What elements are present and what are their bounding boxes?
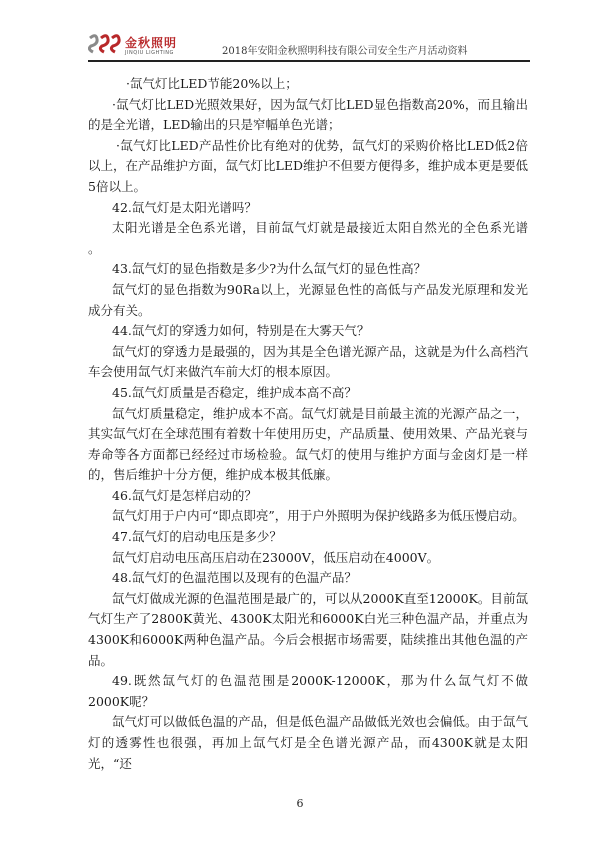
logo-text: 金秋照明 xyxy=(125,36,178,50)
logo-mark-icon xyxy=(88,34,122,54)
company-logo xyxy=(88,32,208,58)
bullet-item: ·氙气灯比LED产品性价比有绝对的优势，氙气灯的采购价格比LED低2倍以上，在产品维护方面，氙气灯比LED维护不但要方便得多，维护成本更是要低5倍以上。 xyxy=(88,137,528,194)
question-heading: 42.氙气灯是太阳光谱吗？ xyxy=(112,199,257,215)
answer-paragraph: 氙气灯可以做低色温的产品，但是低色温产品做低光效也会偏低。由于氙气灯的透雾性也很强，再加上氙气灯是全色谱光源产品，而4300K就是太阳光，“还 xyxy=(88,714,528,771)
header-divider xyxy=(88,60,530,62)
question-heading: 46.氙气灯是怎样启动的？ xyxy=(112,487,257,503)
answer-paragraph: 氙气灯用于户内可“即点即亮”，用于户外照明为保护线路多为低压慢启动。 xyxy=(112,508,525,524)
answer-paragraph: 氙气灯的显色指数为90Ra以上，光源显色性的高低与产品发光原理和发光成分有关。 xyxy=(88,281,528,318)
answer-paragraph: 氙气灯启动电压高压启动在23000V，低压启动在4000V。 xyxy=(112,549,440,565)
answer-paragraph: 氙气灯的穿透力是最强的，因为其是全色谱光源产品，这就是为什么高档汽车会使用氙气灯来做汽车前大灯的根本原因。 xyxy=(88,343,528,380)
answer-paragraph: 太阳光谱是全色系光谱，目前氙气灯就是最接近太阳自然光的全色系光谱 。 xyxy=(88,220,528,256)
answer-paragraph: 氙气灯质量稳定，维护成本不高。氙气灯就是目前最主流的光源产品之一，其实氙气灯在全球范围有着数十年使用历史，产品质量、使用效果、产品光衰与寿命等各方面都已经经过市场检验。氙气灯的使用与维护方面与金卤灯是一样的，售后维护十分方便，维护成本极其低廉。 xyxy=(88,405,528,483)
bullet-item: ·氙气灯比LED节能20%以上； xyxy=(126,76,298,91)
question-heading: 45.氙气灯质量是否稳定，维护成本高不高？ xyxy=(112,384,357,400)
document-body xyxy=(88,74,528,774)
question-heading: 48.氙气灯的色温范围以及现有的色温产品？ xyxy=(112,570,357,586)
bullet-item: ·氙气灯比LED光照效果好，因为氙气灯比LED显色指数高20%，而且输出的是全光谱，LED输出的只是窄幅单色光谱； xyxy=(88,96,528,133)
question-heading: 49.既然氙气灯的色温范围是2000K-12000K，那为什么氙气灯不做2000K呢？ xyxy=(88,673,528,709)
question-heading: 44.氙气灯的穿透力如何，特别是在大雾天气？ xyxy=(112,323,370,339)
question-heading: 47.氙气灯的启动电压是多少？ xyxy=(112,529,282,545)
header-title: 2018年安阳金秋照明科技有限公司安全生产月活动资料 xyxy=(222,46,468,57)
answer-paragraph: 氙气灯做成光源的色温范围是最广的，可以从2000K直至12000K。目前氙气灯生产了2800K黄光、4300K太阳光和6000K白光三种色温产品，并重点为4300K和6000K两种色温产品。今后会根据市场需要，陆续推出其他色温的产品。 xyxy=(88,590,528,668)
page-number: 6 xyxy=(296,797,304,810)
question-heading: 43.氙气灯的显色指数是多少?为什么氙气灯的显色性高？ xyxy=(112,261,427,277)
logo-subtext: JINQIU LIGHTING xyxy=(125,50,174,56)
page-header xyxy=(88,32,530,62)
